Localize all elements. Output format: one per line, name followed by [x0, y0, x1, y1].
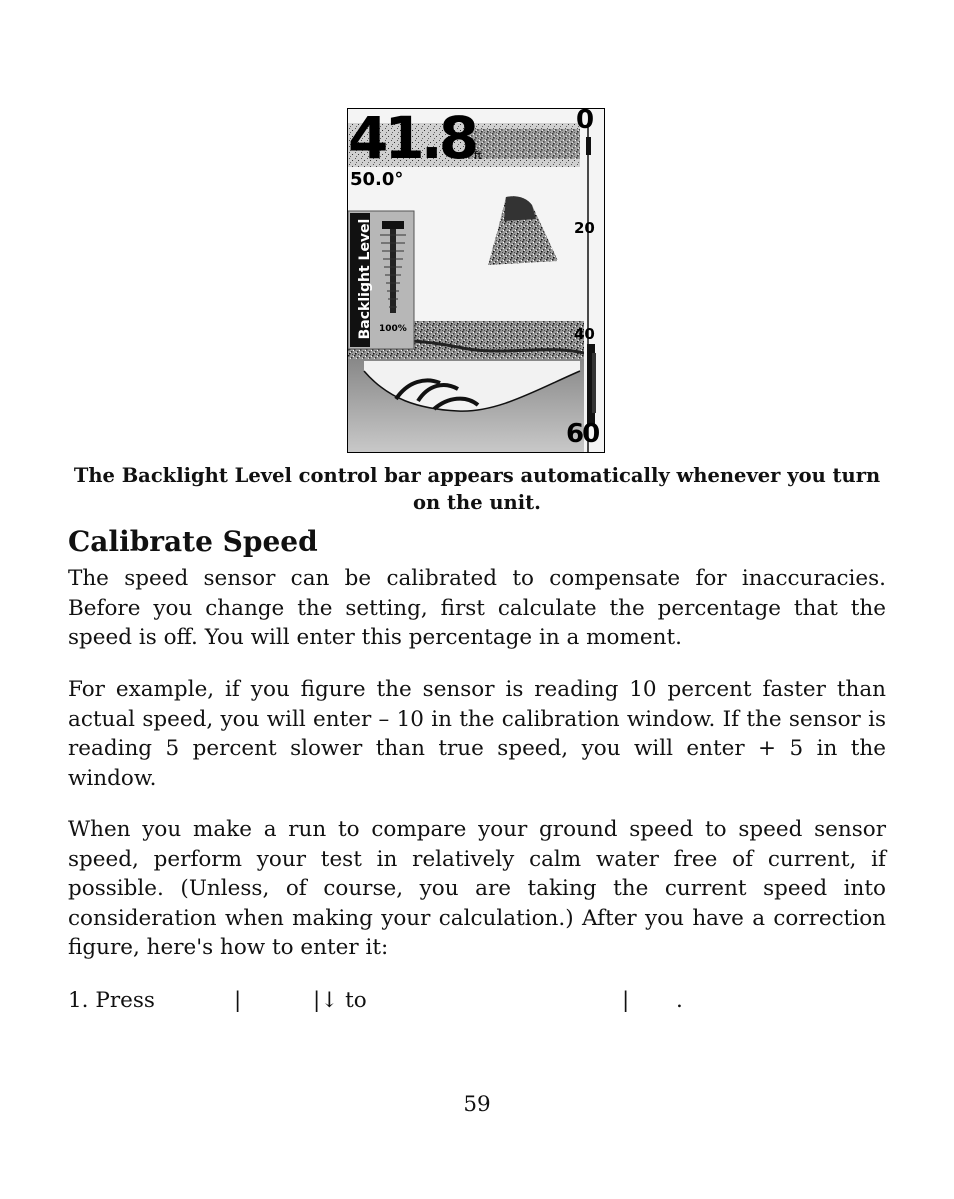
depth-readout: 41.8: [348, 108, 476, 172]
figure-caption: The Backlight Level control bar appears automatically whenever you turn on the unit.: [73, 464, 881, 514]
step-end: .: [676, 988, 683, 1013]
instruction-step: [68, 986, 886, 1016]
scale-label-60: 60: [566, 419, 599, 449]
backlight-percent-label: 100%: [379, 324, 407, 334]
scale-label-0: 0: [576, 108, 595, 135]
step-separator-arrow: |↓ to: [313, 988, 367, 1013]
step-separator: |: [234, 988, 242, 1013]
sonar-screen-figure: [347, 108, 605, 453]
body-paragraph: When you make a run to compare your ground speed to speed sensor speed, perform your test in relatively calm water free of current, if possible. (Unless, of course, you are taking the current speed into consideration when making your calculation.) After you have a correction figure, here's how to enter it:: [68, 817, 886, 961]
step-separator: |: [622, 988, 630, 1013]
step-number: 1. Press: [68, 988, 155, 1013]
temperature-readout: 50.0°: [350, 169, 404, 190]
page-number: 59: [463, 1092, 491, 1117]
scale-label-20: 20: [574, 219, 595, 237]
depth-unit: ft: [474, 149, 482, 162]
scale-label-40: 40: [574, 325, 595, 343]
backlight-level-label: Backlight Level: [357, 218, 373, 340]
section-title: Calibrate Speed: [68, 525, 318, 558]
body-paragraph: For example, if you figure the sensor is reading 10 percent faster than actual speed, you will enter – 10 in the calibration window. If the sensor is reading 5 percent slower than true speed, you will enter + 5 in the window.: [68, 677, 886, 791]
body-paragraph: The speed sensor can be calibrated to compensate for inaccuracies. Before you change the setting, first calculate the percentage that the speed is off. You will enter this percentage in a moment.: [68, 566, 886, 651]
